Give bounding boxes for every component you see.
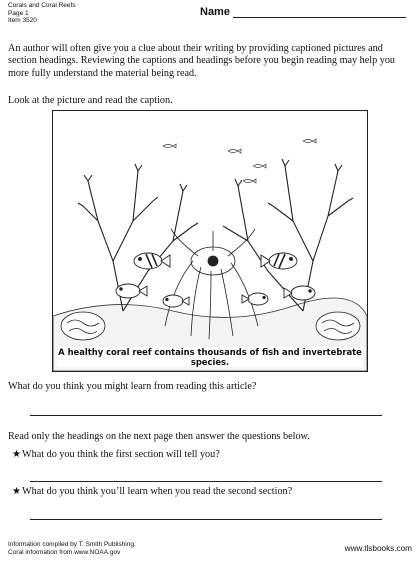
answer-line-3[interactable] bbox=[30, 519, 382, 520]
instruction-look: Look at the picture and read the caption. bbox=[8, 95, 173, 106]
answer-line-1[interactable] bbox=[30, 415, 382, 416]
name-field[interactable] bbox=[200, 6, 410, 20]
bullet-question-text: What do you think the first section will tell you? bbox=[22, 449, 220, 460]
bullet-question-1 bbox=[12, 449, 220, 460]
credit-line-1: Information compiled by T. Smith Publishing. bbox=[8, 541, 136, 548]
star-icon: ★ bbox=[12, 449, 22, 460]
credit-line-2: Coral information from www.NOAA.gov bbox=[8, 548, 121, 556]
item-number: Item 3520 bbox=[8, 17, 37, 24]
footer-website: www.tlsbooks.com bbox=[344, 544, 412, 553]
figure-caption: A healthy coral reef contains thousands of fish and invertebrate species. bbox=[58, 347, 362, 367]
answer-line-2[interactable] bbox=[30, 481, 382, 482]
coral-reef-illustration bbox=[52, 110, 368, 372]
footer-credits bbox=[8, 541, 136, 556]
branching-coral-right bbox=[223, 159, 353, 311]
question-main: What do you think you might learn from reading this article? bbox=[8, 381, 257, 392]
bullet-question-text: What do you think you’ll learn when you read the second section? bbox=[22, 486, 293, 497]
name-line[interactable] bbox=[233, 17, 406, 18]
name-label: Name bbox=[200, 6, 230, 18]
coral-reef-drawing bbox=[53, 111, 367, 371]
document-meta bbox=[8, 2, 76, 25]
instruction-headings: Read only the headings on the next page then answer the questions below. bbox=[8, 431, 310, 442]
bullet-question-2 bbox=[12, 486, 292, 497]
star-icon: ★ bbox=[12, 486, 22, 497]
page-number: Page 1 bbox=[8, 9, 29, 17]
small-fish bbox=[163, 139, 316, 183]
intro-paragraph: An author will often give you a clue about their writing by providing captioned pictures and section headings. Reviewing the captions and headings before you begin reading may help you more fully understand the material being read. bbox=[8, 43, 396, 79]
doc-title: Corals and Coral Reefs bbox=[8, 2, 76, 9]
